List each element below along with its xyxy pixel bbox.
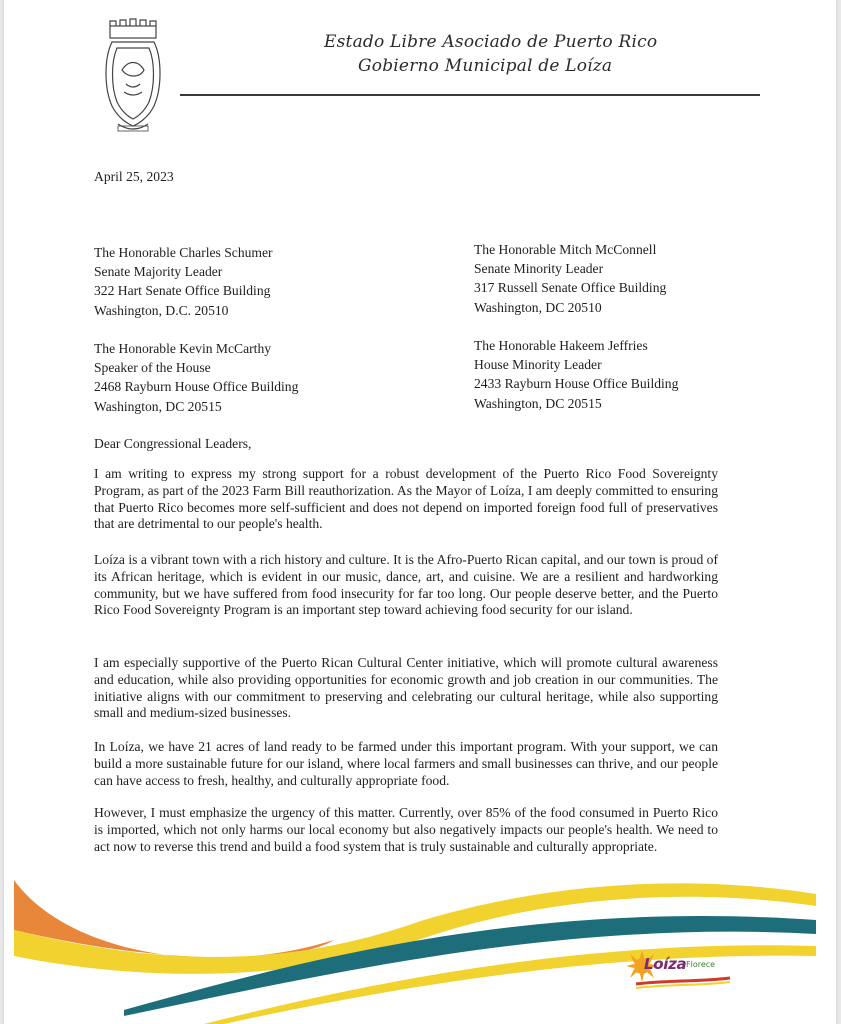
municipal-seal: [100, 18, 166, 136]
recipient-name: The Honorable Charles Schumer: [94, 245, 273, 260]
salutation: Dear Congressional Leaders,: [94, 436, 252, 451]
recipient-title: Senate Minority Leader: [474, 261, 604, 277]
body-paragraph: I am especially supportive of the Puerto Rican Cultural Center initiative, which will promote cultural awareness and education, while also providing opportunities for economic growth and job creation in our communities. The initiative aligns with our commitment to preserving and celebrating our cultural heritage, while also supporting small and medium-sized businesses.: [94, 655, 718, 721]
recipient-address: [474, 336, 678, 413]
recipient-title: Speaker of the House: [94, 360, 211, 376]
recipient-office: 2468 Rayburn House Office Building: [94, 379, 299, 395]
recipient-title: Senate Majority Leader: [94, 264, 223, 280]
recipient-office: 2433 Rayburn House Office Building: [474, 376, 679, 392]
letter-page: [4, 0, 836, 1024]
header-line-1: Estado Libre Asociado de Puerto Rico: [324, 32, 658, 52]
recipient-address: [474, 240, 666, 317]
letter-date: April 25, 2023: [94, 169, 174, 184]
footer-wave-decoration: [4, 860, 836, 1024]
footer-logo-word: Loíza: [644, 955, 687, 973]
recipient-city: Washington, D.C. 20510: [94, 302, 229, 318]
recipient-address: [94, 339, 298, 416]
recipient-name: The Honorable Kevin McCarthy: [94, 341, 272, 356]
body-paragraph: Loíza is a vibrant town with a rich history and culture. It is the Afro-Puerto Rican capital, and our town is proud of its African heritage, which is evident in our music, dance, art, and cuisine. We are a resilient and hardworking community, but we have suffered from food insecurity for far too long. Our people deserve better, and the Puerto Rico Food Sovereignty Program is an important step toward achieving food security for our island.: [94, 552, 718, 618]
recipient-city: Washington, DC 20510: [474, 299, 602, 315]
recipient-title: House Minority Leader: [474, 357, 602, 373]
footer-logo-sub: Florece: [686, 960, 716, 969]
recipient-name: The Honorable Mitch McConnell: [474, 242, 657, 257]
body-paragraph: In Loíza, we have 21 acres of land ready to be farmed under this important program. With your support, we can build a more sustainable future for our island, where local farmers and small businesses can thrive, and our people can have access to fresh, healthy, and culturally appropriate food.: [94, 739, 718, 788]
recipient-name: The Honorable Hakeem Jeffries: [474, 338, 648, 353]
recipient-office: 317 Russell Senate Office Building: [474, 280, 667, 296]
recipient-office: 322 Hart Senate Office Building: [94, 283, 271, 299]
recipient-city: Washington, DC 20515: [94, 398, 222, 414]
body-paragraph: I am writing to express my strong support for a robust development of the Puerto Rico Food Sovereignty Program, as part of the 2023 Farm Bill reauthorization. As the Mayor of Loíza, I am deeply committed to ensuring that Puerto Rico becomes more self-sufficient and does not depend on imported foreign food full of preservatives that are detrimental to our people's health.: [94, 466, 718, 532]
recipient-city: Washington, DC 20515: [474, 395, 602, 411]
recipient-address: [94, 243, 273, 320]
header-rule: [180, 94, 760, 96]
body-paragraph: However, I must emphasize the urgency of this matter. Currently, over 85% of the food consumed in Puerto Rico is imported, which not only harms our local economy but also negatively impacts our people's health. We need to act now to reverse this trend and build a food system that is truly sustainable and culturally appropriate.: [94, 805, 718, 854]
header-line-2: Gobierno Municipal de Loíza: [358, 56, 613, 76]
